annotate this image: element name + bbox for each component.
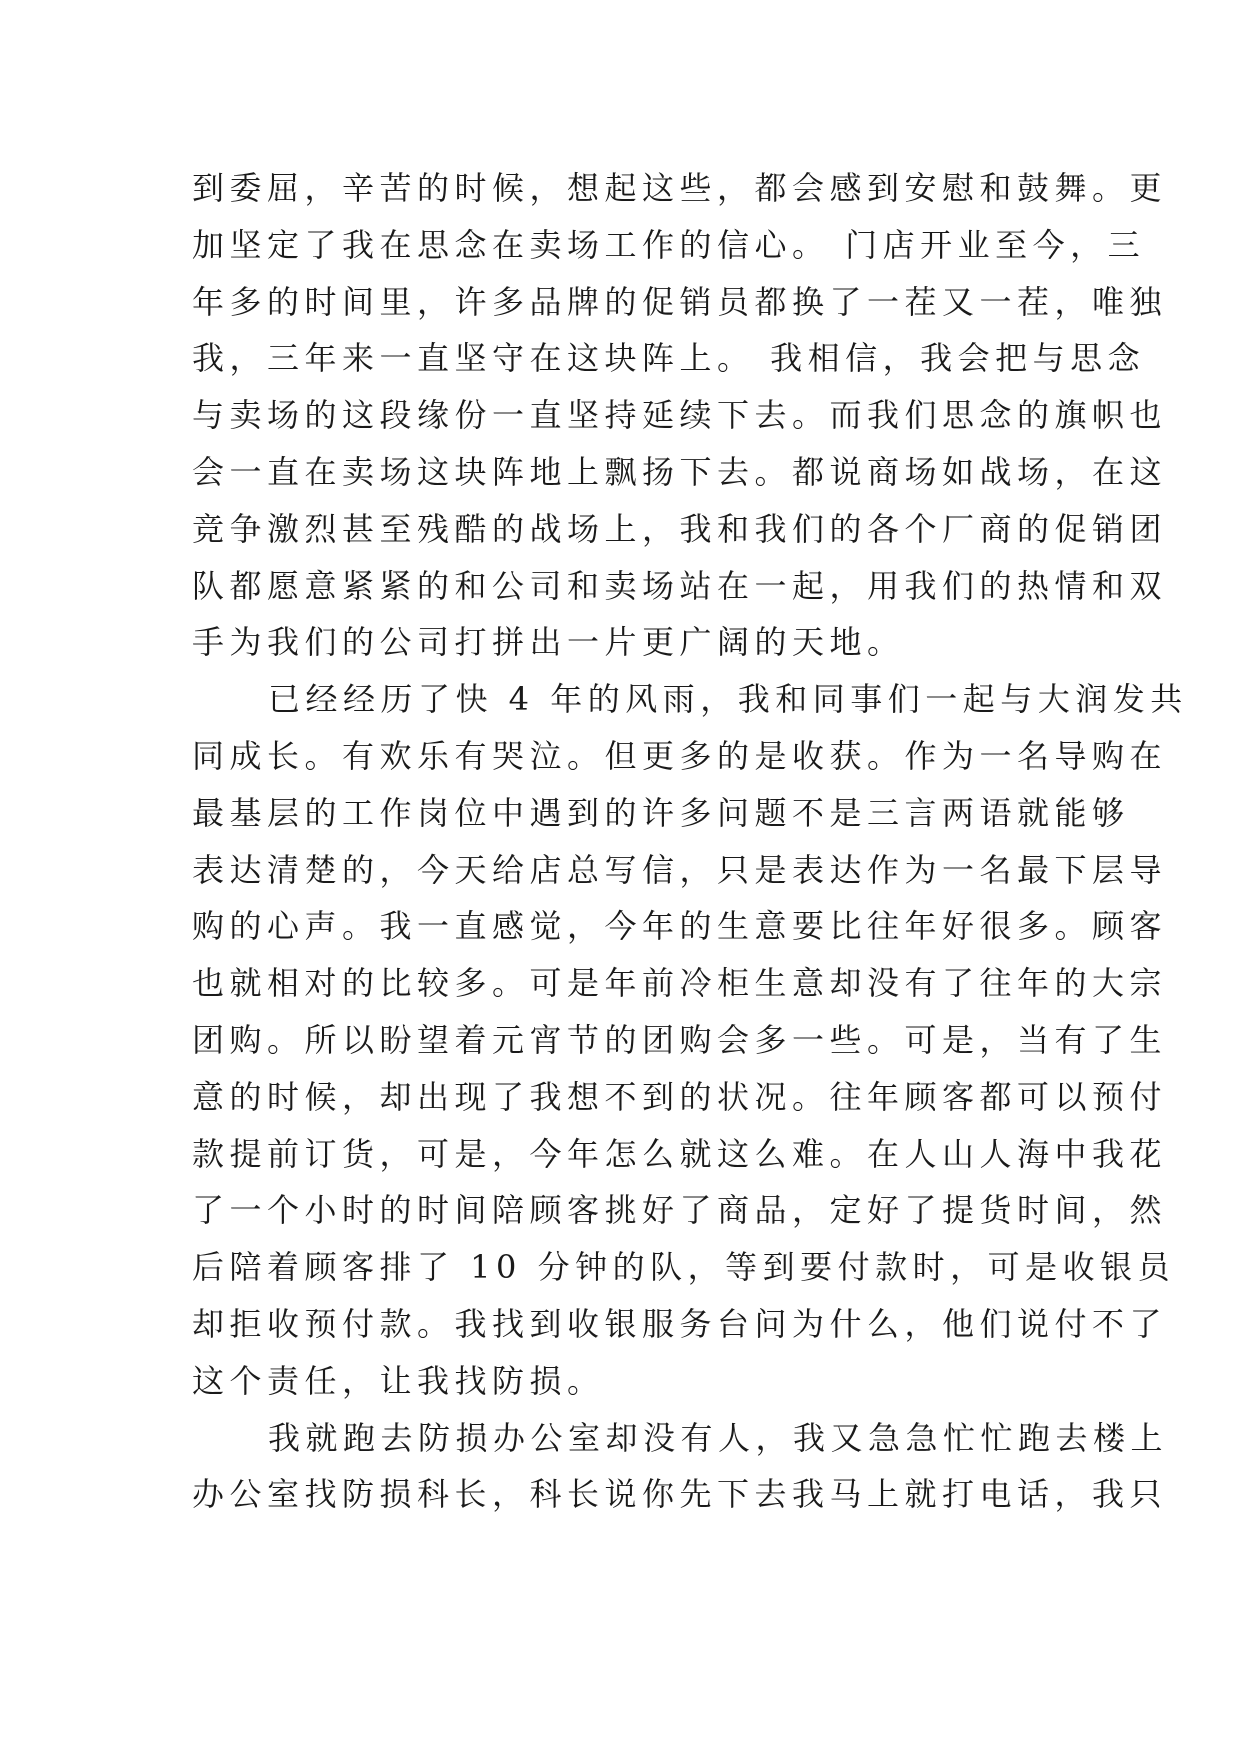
text-line: 表达清楚的，今天给店总写信，只是表达作为一名最下层导 [192,850,1168,889]
text-line: 团购。所以盼望着元宵节的团购会多一些。可是，当有了生 [192,1020,1168,1059]
text-line: 款提前订货，可是，今年怎么就这么难。在人山人海中我花 [192,1134,1168,1173]
text-line-indented: 已经经历了快 4 年的风雨，我和同事们一起与大润发共 [268,680,1188,719]
text-line: 办公室找防损科长，科长说你先下去我马上就打电话，我只 [192,1475,1168,1514]
text-line: 却拒收预付款。我找到收银服务台问为什么，他们说付不了 [192,1304,1168,1343]
text-line: 竞争激烈甚至残酷的战场上，我和我们的各个厂商的促销团 [192,509,1168,548]
paragraph-3 [192,1410,1169,1524]
text-line: 队都愿意紧紧的和公司和卖场站在一起，用我们的热情和双 [192,566,1168,605]
paragraph-2 [192,671,1188,1409]
text-line: 我，三年来一直坚守在这块阵上。 我相信，我会把与思念 [192,339,1146,378]
text-line: 加坚定了我在思念在卖场工作的信心。 门店开业至今，三 [192,225,1146,264]
text-line: 了一个小时的时间陪顾客挑好了商品，定好了提货时间，然 [192,1191,1168,1230]
text-line: 后陪着顾客排了 10 分钟的队，等到要付款时，可是收银员 [192,1248,1176,1287]
text-line: 购的心声。我一直感觉，今年的生意要比往年好很多。顾客 [192,907,1168,946]
text-line: 手为我们的公司打拼出一片更广阔的天地。 [192,623,905,662]
paragraph-1 [192,160,1168,671]
text-line: 会一直在卖场这块阵地上飘扬下去。都说商场如战场，在这 [192,452,1168,491]
text-line: 意的时候，却出现了我想不到的状况。往年顾客都可以预付 [192,1077,1168,1116]
text-line: 这个责任，让我找防损。 [192,1361,605,1400]
text-line: 最基层的工作岗位中遇到的许多问题不是三言两语就能够 [192,793,1130,832]
text-line: 与卖场的这段缘份一直坚持延续下去。而我们思念的旗帜也 [192,396,1168,435]
text-line: 也就相对的比较多。可是年前冷柜生意却没有了往年的大宗 [192,964,1168,1003]
text-line-indented: 我就跑去防损办公室却没有人，我又急急忙忙跑去楼上 [268,1418,1169,1457]
text-line: 到委屈，辛苦的时候，想起这些，都会感到安慰和鼓舞。更 [192,169,1168,207]
body-text [192,160,1188,1523]
text-line: 年多的时间里，许多品牌的促销员都换了一茬又一茬，唯独 [192,282,1168,321]
text-line: 同成长。有欢乐有哭泣。但更多的是收获。作为一名导购在 [192,736,1168,775]
